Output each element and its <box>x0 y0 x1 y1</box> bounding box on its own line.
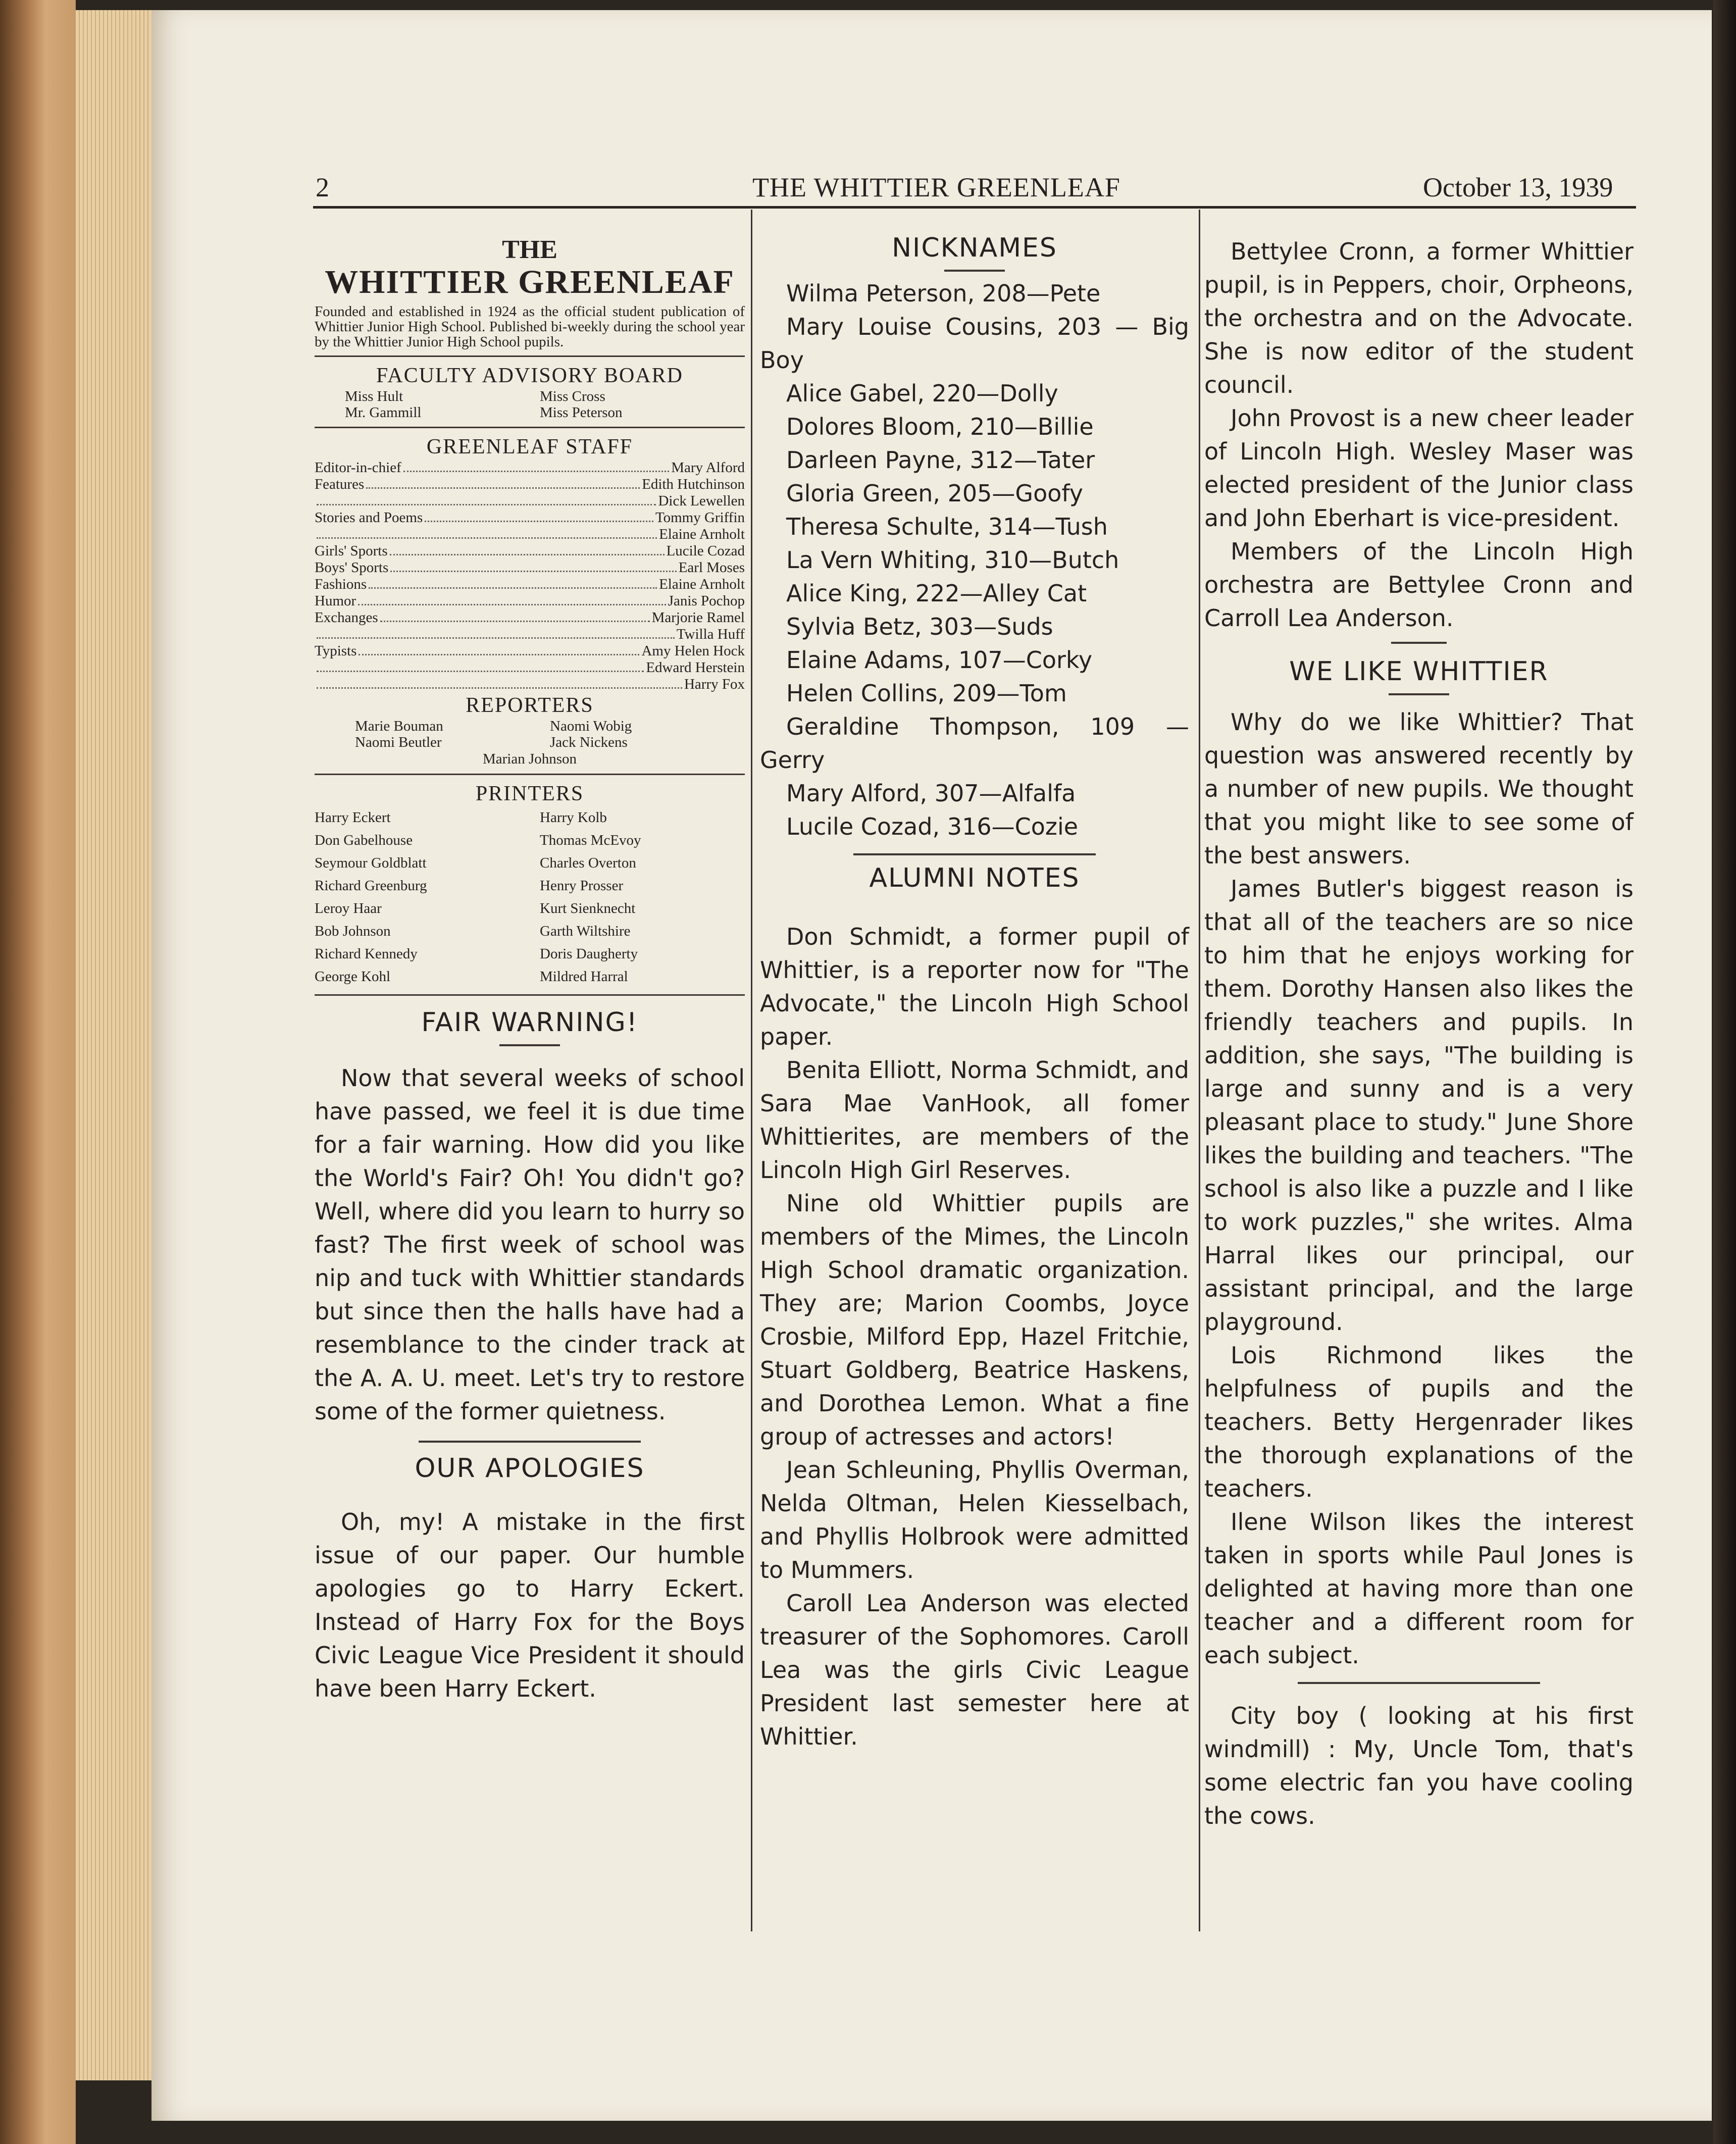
nickname-entry: Lucile Cozad, 316—Cozie <box>786 813 1079 840</box>
staff-row <box>315 609 745 626</box>
staff-row <box>315 543 745 559</box>
divider <box>315 774 745 775</box>
printers-left <box>315 806 520 988</box>
reporter: Naomi Wobig <box>550 718 632 734</box>
staff-name: Edith Hutchinson <box>642 476 745 492</box>
nickname-entry: Sylvia Betz, 303—Suds <box>786 613 1053 640</box>
staff-name: Tommy Griffin <box>655 509 745 526</box>
alumni-article <box>760 920 1189 1753</box>
printer: Seymour Goldblatt <box>315 855 427 871</box>
we-like-paragraph: Lois Richmond likes the helpfulness of pupils and the teachers. Betty Hergenrader likes the thorough explanations of the teachers. <box>1204 1342 1633 1502</box>
nickname-entry: Mary Alford, 307—Alfalfa <box>786 780 1076 807</box>
column-2 <box>760 231 1189 1753</box>
staff-row <box>315 593 745 609</box>
faculty-heading: FACULTY ADVISORY BOARD <box>376 364 683 387</box>
nickname-entry: Elaine Adams, 107—Corky <box>786 646 1093 674</box>
fair-warning-article <box>315 1061 745 1428</box>
staff-role: Features <box>315 476 365 492</box>
printer: George Kohl <box>315 968 391 985</box>
staff-role: Typists <box>315 643 357 659</box>
staff-heading: GREENLEAF STAFF <box>426 435 633 458</box>
faculty-member: Miss Peterson <box>540 404 623 421</box>
running-title: THE WHITTIER GREENLEAF <box>752 172 1120 202</box>
joke-text: City boy ( looking at his first windmill) : My, Uncle Tom, that's some electric fan you have cooling the cows. <box>1204 1702 1633 1829</box>
staff-row <box>315 509 745 526</box>
heading-rule <box>944 270 1005 272</box>
column-1 <box>315 230 745 1705</box>
we-like-heading: WE LIKE WHITTIER <box>1289 656 1549 687</box>
staff-row <box>315 659 745 676</box>
staff-name: Twilla Huff <box>676 626 745 642</box>
nickname-entry: Dolores Bloom, 210—Billie <box>786 413 1094 440</box>
staff-name: Janis Pochop <box>668 593 745 609</box>
nickname-entry: Mary Louise Cousins, 203 — Big Boy <box>760 313 1189 374</box>
leader-dots <box>317 676 682 689</box>
printer: Thomas McEvoy <box>540 832 641 848</box>
we-like-paragraph: James Butler's biggest reason is that all of the teachers are so nice to him that he enjoys working for them. Dorothy Hansen also likes the friendly teachers and pupils. In addition, she says, "The building is large and sunny and is a very pleasant place to study." June Shore likes the building and teachers. "The school is also like a puzzle and I like to work puzzles," she writes. Alma Harral likes our principal, our assistant principal, and the large playground. <box>1204 875 1633 1336</box>
nickname-entry: Gloria Green, 205—Goofy <box>786 480 1083 507</box>
alumni-paragraph: Jean Schleuning, Phyllis Overman, Nelda Oltman, Helen Kiesselbach, and Phyllis Holbrook were admitted to Mummers. <box>760 1456 1189 1584</box>
leader-dots <box>317 526 657 539</box>
we-like-paragraph: Why do we like Whittier? That question was answered recently by a number of new pupils. We thought that you might like to see some of the best answers. <box>1204 708 1633 869</box>
column-3 <box>1204 235 1633 1832</box>
issue-date: October 13, 1939 <box>1423 172 1613 202</box>
staff-row <box>315 643 745 659</box>
printer: Garth Wiltshire <box>540 923 631 939</box>
nicknames-list <box>760 277 1189 843</box>
section-rule <box>853 853 1096 855</box>
section-rule <box>1391 642 1447 644</box>
staff-role: Editor-in-chief <box>315 460 401 476</box>
we-like-article <box>1204 705 1633 1672</box>
staff-row <box>315 460 745 476</box>
leader-dots <box>369 576 657 589</box>
leader-dots <box>317 493 656 505</box>
printer: Mildred Harral <box>540 968 628 985</box>
we-like-paragraph: Ilene Wilson likes the interest taken in sports while Paul Jones is delighted at having more than one teacher and a different room for each subject. <box>1204 1508 1633 1669</box>
alumni-paragraph: Bettylee Cronn, a former Whittier pupil, is in Peppers, choir, Orpheons, the orchestra and on the Advocate. She is now editor of the student council. <box>1204 238 1633 398</box>
nicknames-heading: NICKNAMES <box>892 233 1057 263</box>
column-rule <box>1199 210 1200 1931</box>
staff-row <box>315 576 745 593</box>
leader-dots <box>380 609 650 622</box>
printers-list <box>315 806 745 988</box>
reporters-list <box>315 718 745 750</box>
article-text: Now that several weeks of school have passed, we feel it is due time for a fair warning. How did you like the World's Fair? Oh! You didn't go? Well, where did you learn to hurry so fast? The first week of school was nip and tuck with Whittier standards but since then the halls have had a resemblance to the cinder track at the A. A. U. meet. Let's try to restore some of the former quietness. <box>315 1064 745 1425</box>
nickname-entry: Geraldine Thompson, 109 — Gerry <box>760 713 1189 774</box>
printer: Richard Greenburg <box>315 878 427 894</box>
fair-warning-heading: FAIR WARNING! <box>421 1007 638 1038</box>
leader-dots <box>390 559 676 572</box>
printer: Doris Daugherty <box>540 946 638 962</box>
leader-dots <box>390 543 665 555</box>
printer: Bob Johnson <box>315 923 391 939</box>
printer: Henry Prosser <box>540 878 624 894</box>
faculty-member: Miss Hult <box>345 388 403 404</box>
alumni-paragraph: Don Schmidt, a former pupil of Whittier, is a reporter now for "The Advocate," the Lincoln High School paper. <box>760 923 1189 1050</box>
alumni-paragraph: Nine old Whittier pupils are members of the Mimes, the Lincoln High School dramatic organization. They are; Marion Coombs, Joyce Crosbie, Milford Epp, Hazel Fritchie, Stuart Goldberg, Beatrice Haskens, and Dorothea Lemon. What a fine group of actresses and actors! <box>760 1190 1189 1450</box>
alumni-paragraph: John Provost is a new cheer leader of Lincoln High. Wesley Maser was elected president of the Junior class and John Eberhart is vice-president. <box>1204 404 1633 532</box>
faculty-member: Miss Cross <box>540 388 605 404</box>
nickname-entry: Helen Collins, 209—Tom <box>786 680 1067 707</box>
staff-name: Earl Moses <box>678 559 745 576</box>
printer: Kurt Sienknecht <box>540 900 636 916</box>
printer: Don Gabelhouse <box>315 832 413 848</box>
page-number: 2 <box>316 172 329 202</box>
leader-dots <box>317 659 644 672</box>
staff-name: Elaine Arnholt <box>659 576 745 592</box>
heading-rule <box>499 1044 560 1046</box>
staff-role: Stories and Poems <box>315 509 423 526</box>
printer: Harry Kolb <box>540 809 607 826</box>
column-rule <box>751 210 752 1931</box>
header-rule <box>313 206 1636 209</box>
masthead-the: THE <box>502 235 557 264</box>
reporter: Naomi Beutler <box>355 734 442 750</box>
leader-dots <box>317 626 675 639</box>
staff-row <box>315 676 745 693</box>
staff-name: Mary Alford <box>671 460 745 476</box>
printer: Harry Eckert <box>315 809 391 826</box>
staff-name: Lucile Cozad <box>666 543 745 559</box>
staff-name: Amy Helen Hock <box>641 643 745 659</box>
alumni-paragraph: Benita Elliott, Norma Schmidt, and Sara Mae VanHook, all fomer Whittierites, are members of the Lincoln High Girl Reserves. <box>760 1056 1189 1184</box>
article-text: Oh, my! A mistake in the first issue of our paper. Our humble apologies go to Harry Eckert. Instead of Harry Fox for the Boys Civic League Vice President it should have been Harry Eckert. <box>315 1508 745 1702</box>
staff-role: Exchanges <box>315 609 378 626</box>
staff-name: Marjorie Ramel <box>651 609 745 626</box>
alumni-heading: ALUMNI NOTES <box>869 863 1080 893</box>
nickname-entry: Alice Gabel, 220—Dolly <box>786 380 1058 407</box>
divider <box>315 427 745 428</box>
reporters-heading: REPORTERS <box>466 694 594 717</box>
staff-row <box>315 559 745 576</box>
staff-row <box>315 526 745 543</box>
section-rule <box>419 1441 641 1443</box>
staff-role: Girls' Sports <box>315 543 388 559</box>
divider <box>315 994 745 996</box>
staff-list <box>315 460 745 693</box>
staff-name: Harry Fox <box>684 676 745 692</box>
alumni-paragraph: Caroll Lea Anderson was elected treasurer of the Sophomores. Caroll Lea was the girls Civic League President last semester here at Whittier. <box>760 1590 1189 1750</box>
staff-row <box>315 493 745 509</box>
alumni-paragraph: Members of the Lincoln High orchestra are Bettylee Cronn and Carroll Lea Anderson. <box>1204 538 1633 632</box>
faculty-member: Mr. Gammill <box>345 404 422 421</box>
apologies-heading: OUR APOLOGIES <box>415 1453 645 1484</box>
masthead-name: WHITTIER GREENLEAF <box>325 264 735 300</box>
printers-right <box>520 806 745 988</box>
printer: Charles Overton <box>540 855 636 871</box>
staff-role: Fashions <box>315 576 367 592</box>
leader-dots <box>425 509 653 522</box>
printers-heading: PRINTERS <box>475 782 584 805</box>
staff-name: Elaine Arnholt <box>659 526 745 542</box>
reporter: Marian Johnson <box>482 751 577 767</box>
printer: Richard Kennedy <box>315 946 418 962</box>
staff-role: Humor <box>315 593 356 609</box>
nickname-entry: Alice King, 222—Alley Cat <box>786 580 1087 607</box>
leader-dots <box>403 460 669 472</box>
staff-row <box>315 626 745 643</box>
nickname-entry: Theresa Schulte, 314—Tush <box>786 513 1108 540</box>
staff-name: Edward Herstein <box>646 659 745 676</box>
divider <box>315 355 745 357</box>
leader-dots <box>366 476 640 489</box>
leader-dots <box>359 643 639 655</box>
leader-dots <box>358 593 666 605</box>
apologies-article <box>315 1505 745 1705</box>
joke <box>1204 1699 1633 1832</box>
nickname-entry: Darleen Payne, 312—Tater <box>786 446 1095 474</box>
reporter: Marie Bouman <box>355 718 443 734</box>
staff-role: Boys' Sports <box>315 559 389 576</box>
heading-rule <box>1389 693 1449 695</box>
faculty-list <box>315 388 745 421</box>
page-edges <box>76 10 162 2080</box>
nickname-entry: Wilma Peterson, 208—Pete <box>786 280 1101 307</box>
staff-row <box>315 476 745 493</box>
printer: Leroy Haar <box>315 900 382 916</box>
alumni-continued <box>1204 235 1633 635</box>
reporter: Jack Nickens <box>550 734 628 750</box>
masthead-description: Founded and established in 1924 as the official student publication of Whittier Junior High School. Published bi-weekly during the school year by the Whittier Junior High School pupils. <box>315 303 745 350</box>
book-spine <box>0 0 76 2144</box>
section-rule <box>1298 1682 1540 1684</box>
staff-name: Dick Lewellen <box>658 493 745 509</box>
nickname-entry: La Vern Whiting, 310—Butch <box>786 546 1119 574</box>
book-cover-edge <box>1713 0 1736 2144</box>
